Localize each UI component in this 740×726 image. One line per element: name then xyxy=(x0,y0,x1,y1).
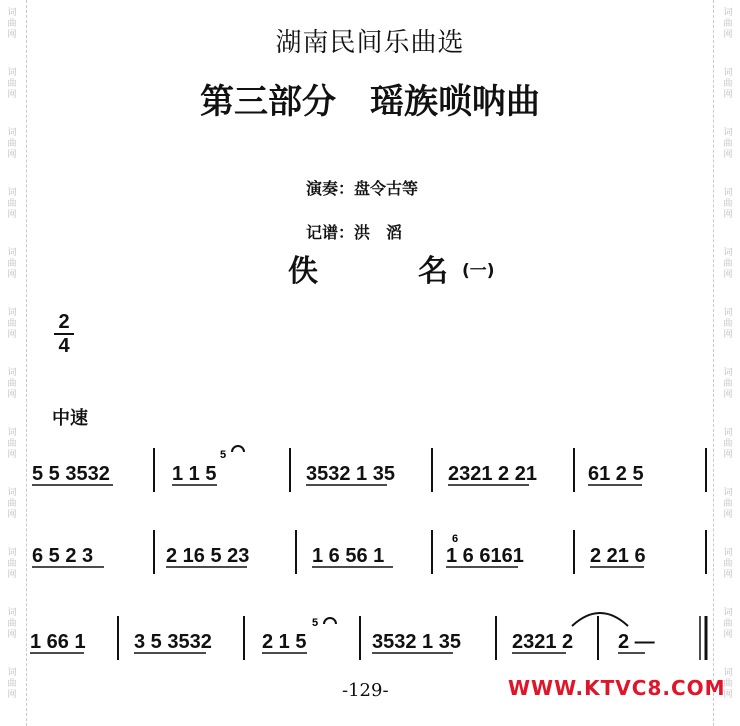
measure-notes: 3532 1 35 xyxy=(306,463,395,485)
fermata xyxy=(324,618,336,624)
watermark-glyphs: 词 曲 网 xyxy=(7,608,17,640)
section-title: 第三部分 瑶族唢呐曲 xyxy=(200,82,540,122)
time-signature-top: 2 xyxy=(58,311,70,333)
song-title-left: 佚 xyxy=(288,254,318,289)
measure-notes: 5 5 3532 xyxy=(32,463,110,485)
watermark-glyphs: 词 曲 网 xyxy=(7,368,17,400)
transcriber-credit: 记谱：洪 滔 xyxy=(306,223,403,242)
watermark-glyphs: 词 曲 网 xyxy=(723,128,733,160)
measure-notes: 2321 2 xyxy=(512,631,574,653)
watermark-glyphs: 词 曲 网 xyxy=(723,68,733,100)
watermark-glyphs: 词 曲 网 xyxy=(7,548,17,580)
measure-notes: 2 — xyxy=(618,631,655,653)
measure-notes: 2321 2 21 xyxy=(448,463,537,485)
measure-notes: 1 6 6161 xyxy=(446,545,524,567)
watermark-glyphs: 词 曲 网 xyxy=(723,548,733,580)
watermark-glyphs: 词 曲 网 xyxy=(723,668,733,700)
measure-notes: 1 66 1 xyxy=(30,631,86,653)
tempo-marking: 中速 xyxy=(52,408,88,429)
watermark-glyphs: 词 曲 网 xyxy=(723,368,733,400)
collection-title: 湖南民间乐曲选 xyxy=(275,28,465,58)
grace-note: 6 xyxy=(452,533,459,545)
watermark-glyphs: 词 曲 网 xyxy=(7,308,17,340)
measure-notes: 6 5 2 3 xyxy=(32,545,94,567)
watermark-glyphs: 词 曲 网 xyxy=(7,128,17,160)
song-title-right: 名 xyxy=(418,254,448,289)
watermark-glyphs: 词 曲 网 xyxy=(7,488,17,520)
watermark-glyphs: 词 曲 网 xyxy=(723,428,733,460)
watermark-glyphs: 词 曲 网 xyxy=(723,248,733,280)
measure-notes: 3532 1 35 xyxy=(372,631,461,653)
watermark-glyphs: 词 曲 网 xyxy=(723,488,733,520)
measure-notes: 2 21 6 xyxy=(590,545,646,567)
watermark-glyphs: 词 曲 网 xyxy=(7,8,17,40)
watermark-glyphs: 词 曲 网 xyxy=(723,188,733,220)
measure-notes: 61 2 5 xyxy=(588,463,644,485)
page-number: -129- xyxy=(342,680,389,701)
watermark-glyphs: 词 曲 网 xyxy=(723,608,733,640)
song-title-number: (一) xyxy=(462,261,495,281)
watermark-glyphs: 词 曲 网 xyxy=(7,428,17,460)
tie-slur xyxy=(572,613,628,626)
measure-notes: 1 1 5 xyxy=(172,463,217,485)
watermark-glyphs: 词 曲 网 xyxy=(723,8,733,40)
watermark-glyphs: 词 曲 网 xyxy=(7,188,17,220)
measure-notes: 2 16 5 23 xyxy=(166,545,250,567)
watermark-glyphs: 词 曲 网 xyxy=(7,68,17,100)
performer-credit: 演奏：盘令古等 xyxy=(306,179,419,198)
time-signature-bottom: 4 xyxy=(58,335,70,357)
website-watermark: WWW.KTVC8.COM xyxy=(508,676,726,700)
measure-notes: 3 5 3532 xyxy=(134,631,212,653)
watermark-glyphs: 词 曲 网 xyxy=(7,668,17,700)
watermark-glyphs: 词 曲 网 xyxy=(723,308,733,340)
measure-notes: 2 1 5 xyxy=(262,631,307,653)
grace-note: 5 xyxy=(312,617,319,629)
measure-notes: 1 6 56 1 xyxy=(312,545,385,567)
watermark-glyphs: 词 曲 网 xyxy=(7,248,17,280)
grace-note: 5 xyxy=(220,449,227,461)
fermata xyxy=(232,446,244,452)
